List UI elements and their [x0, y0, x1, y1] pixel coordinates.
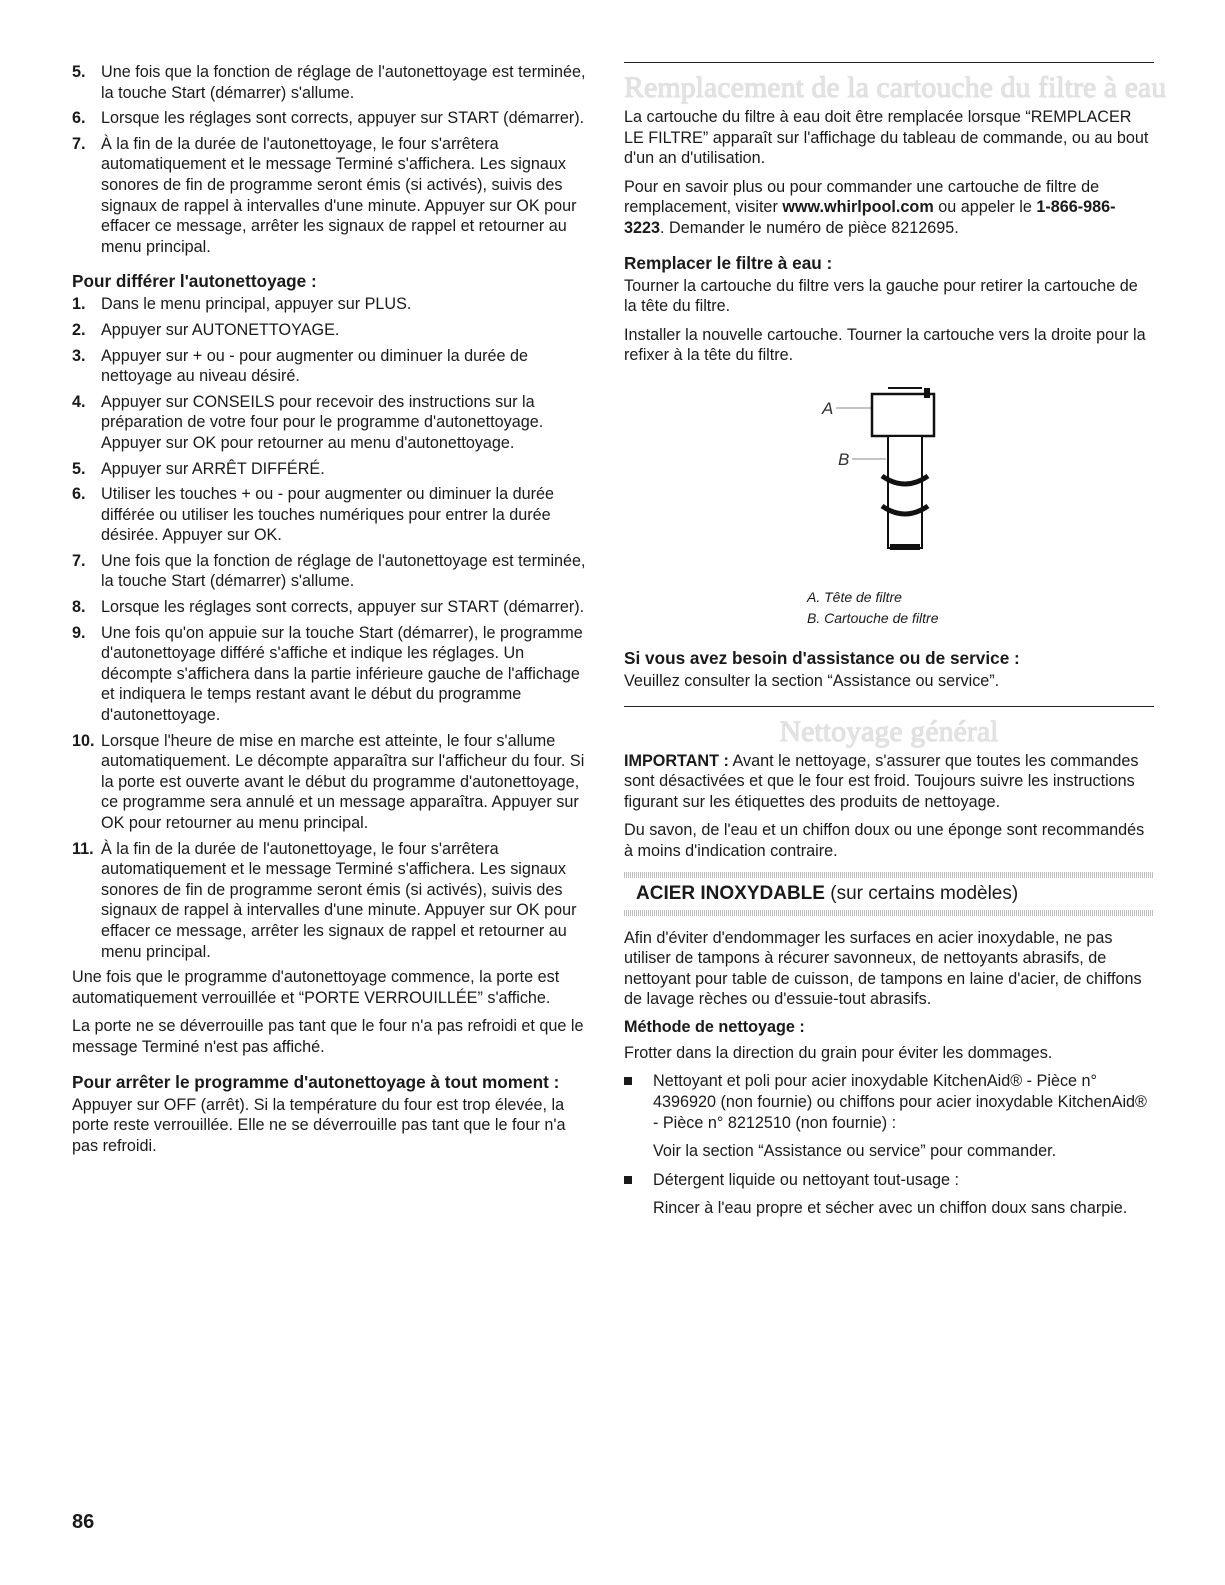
bullet-subtext: Voir la section “Assistance ou service” pour commander. [653, 1142, 1057, 1161]
bullet-text: Détergent liquide ou nettoyant tout-usage : [653, 1170, 959, 1189]
list-text: Appuyer sur CONSEILS pour recevoir des instructions sur la préparation de votre four pour le programme d'autonettoyage. Appuyer sur OK pour retourner au menu d'autonettoyage. [101, 392, 544, 452]
list-number: 8. [72, 598, 86, 617]
label-b: B [838, 449, 850, 469]
bullet-text: Nettoyant et poli pour acier inoxydable KitchenAid® - Pièce n° 4396920 (non fournie) ou chiffons pour acier inoxydable KitchenAid® - Pièce n° 8212510 (non fournie) : [653, 1072, 1147, 1132]
list-number: 11. [72, 839, 94, 858]
replace-filter-heading: Remplacer le filtre à eau : [624, 252, 833, 273]
band-bottom-border [624, 910, 1154, 916]
soap-paragraph: Du savon, de l'eau et un chiffon doux ou une éponge sont recommandés à moins d'indication contraire. [624, 821, 1145, 860]
important-paragraph [624, 751, 1154, 813]
list-number: 6. [72, 109, 86, 128]
list-number: 10. [72, 731, 95, 750]
list-item [72, 597, 588, 618]
list-item [624, 1170, 1154, 1219]
replace-paragraph-2: Installer la nouvelle cartouche. Tourner la cartouche vers la droite pour la refixer à la tête du filtre. [624, 325, 1146, 365]
filter-illustration [624, 374, 1154, 586]
list-number: 7. [72, 551, 86, 570]
list-item [72, 62, 588, 103]
list-item [72, 392, 588, 454]
list-item [624, 1071, 1154, 1161]
list-item [72, 839, 588, 963]
list-item [72, 320, 588, 341]
filter-paragraph: La cartouche du filtre à eau doit être remplacée lorsque “REMPLACER LE FILTRE” apparaît sur l'affichage du tableau de commande, ou au bout d'un an d'utilisation. [624, 108, 1149, 168]
service-paragraph: Veuillez consulter la section “Assistance ou service”. [624, 671, 1000, 690]
text-run: ou appeler le [933, 198, 1037, 217]
filter-head [872, 394, 934, 436]
figure-caption-b: B. Cartouche de filtre [807, 609, 939, 626]
list-text: Une fois que la fonction de réglage de l'autonettoyage est terminée, la touche Start (démarrer) s'allume. [101, 63, 586, 102]
list-item [72, 459, 588, 480]
stainless-title-bold: ACIER INOXYDABLE [636, 882, 825, 904]
list-text: Lorsque les réglages sont corrects, appuyer sur START (démarrer). [101, 598, 585, 617]
list-number: 9. [72, 623, 86, 642]
phone-number: 1-866-986-3223 [624, 198, 1116, 237]
list-number: 5. [72, 63, 86, 81]
general-cleaning-section-title: Nettoyage général [779, 714, 999, 748]
left-column [72, 62, 588, 1164]
delay-clean-steps [72, 294, 588, 962]
list-item [72, 346, 588, 387]
filter-base [890, 544, 920, 550]
list-text: Une fois qu'on appuie sur la touche Start (démarrer), le programme d'autonettoyage différé s'affiche et indique les réglages. Un décompte s'affichera dans la partie inférieure gauche de l'affichage et indiquera le temps restant avant le début du programme d'autonettoyage. [101, 623, 583, 725]
filter-cartridge [888, 436, 922, 548]
delay-clean-heading: Pour différer l'autonettoyage : [72, 271, 317, 292]
method-heading: Méthode de nettoyage : [624, 1017, 805, 1036]
label-a: A [822, 398, 834, 418]
door-unlock-paragraph: La porte ne se déverrouille pas tant que le four n'a pas refroidi et que le message Terminé n'est pas affiché. [72, 1017, 584, 1056]
square-bullet-icon [624, 1176, 632, 1184]
list-number: 2. [72, 320, 86, 339]
stainless-title-rest: (sur certains modèles) [824, 882, 1019, 904]
list-item [72, 551, 588, 592]
band-top-border [624, 872, 1154, 878]
figure-caption-a: A. Tête de filtre [807, 588, 902, 605]
list-text: Dans le menu principal, appuyer sur PLUS. [101, 295, 412, 314]
method-paragraph: Frotter dans la direction du grain pour éviter les dommages. [624, 1043, 1053, 1062]
stop-clean-paragraph: Appuyer sur OFF (arrêt). Si la température du four est trop élevée, la porte reste verrouillée. Elle ne se déverrouille pas tant que le four n'a pas refroidi. [72, 1095, 566, 1155]
list-text: Appuyer sur ARRÊT DIFFÉRÉ. [101, 459, 325, 478]
replace-paragraph-1: Tourner la cartouche du filtre vers la gauche pour retirer la cartouche de la tête du filtre. [624, 276, 1138, 316]
stop-clean-heading: Pour arrêter le programme d'autonettoyage à tout moment : [72, 1071, 560, 1092]
self-clean-steps [72, 62, 588, 257]
stainless-steel-heading [636, 883, 1154, 905]
list-item [72, 623, 588, 726]
section-divider [624, 62, 1154, 63]
list-text: Une fois que la fonction de réglage de l'autonettoyage est terminée, la touche Start (démarrer) s'allume. [101, 551, 586, 591]
list-text: Appuyer sur + ou - pour augmenter ou diminuer la durée de nettoyage au niveau désiré. [101, 346, 528, 386]
square-bullet-icon [624, 1077, 632, 1085]
stainless-paragraph: Afin d'éviter d'endommager les surfaces en acier inoxydable, ne pas utiliser de tampons à récurer savonneux, de nettoyants abrasifs, de nettoyant pour table de cuisson, de tampons en laine d'acier, de chiffons de lavage rèches ou d'essuie-tout abrasifs. [624, 928, 1142, 1009]
service-heading: Si vous avez besoin d'assistance ou de service : [624, 647, 1020, 668]
list-item [72, 484, 588, 546]
important-label: IMPORTANT : [624, 751, 729, 770]
list-text: Lorsque l'heure de mise en marche est atteinte, le four s'allume automatiquement. Le décompte apparaîtra sur l'afficheur du four. Si la porte est ouverte avant le début du programme d'autonettoyage, ce programme sera annulé et un message apparaîtra. Appuyer sur OK pour retourner au menu principal. [101, 731, 585, 832]
water-filter-section-title: Remplacement de la cartouche du filtre à eau [624, 71, 1167, 104]
list-number: 5. [72, 459, 86, 478]
list-number: 3. [72, 346, 86, 365]
list-item [72, 731, 588, 834]
filter-head-tab [924, 388, 930, 398]
list-text: Appuyer sur AUTONETTOYAGE. [101, 320, 340, 339]
website-link[interactable]: www.whirlpool.com [782, 198, 934, 217]
text-run: Pour en savoir plus ou pour commander une cartouche de filtre de remplacement, visiter [624, 177, 1100, 217]
cleaning-products-list [624, 1071, 1154, 1219]
list-item [72, 134, 588, 258]
filter-order-paragraph [624, 177, 1154, 239]
list-text: À la fin de la durée de l'autonettoyage, le four s'arrêtera automatiquement et le message Terminé s'affichera. Les signaux sonores de fin de programme seront émis (si activés), suivis des signaux de rappel à intervalles d'une minute. Appuyer sur OK pour effacer ce message, arrêter les signaux de rappel et retourner au menu principal. [101, 839, 577, 961]
list-number: 4. [72, 392, 86, 411]
list-number: 1. [72, 295, 86, 314]
text-run: . Demander le numéro de pièce 8212695. [660, 218, 959, 237]
door-lock-paragraph: Une fois que le programme d'autonettoyage commence, la porte est automatiquement verrouillée et “PORTE VERROUILLÉE” s'affiche. [72, 968, 560, 1007]
section-divider [624, 706, 1154, 707]
filter-diagram [624, 374, 1154, 586]
important-text: Avant le nettoyage, s'assurer que toutes les commandes sont désactivées et que le four est froid. Toujours suivre les instructions figurant sur les étiquettes des produits de nettoyage. [624, 751, 1139, 811]
list-item [72, 108, 588, 129]
list-number: 7. [72, 134, 86, 153]
page-number: 86 [72, 1511, 95, 1533]
list-number: 6. [72, 485, 86, 504]
list-item [72, 294, 588, 315]
right-column [624, 62, 1167, 1227]
list-text: Lorsque les réglages sont corrects, appuyer sur START (démarrer). [101, 109, 585, 128]
list-text: Utiliser les touches + ou - pour augmenter ou diminuer la durée différée ou utiliser les touches numériques pour entrer la durée désirée. Appuyer sur OK. [101, 485, 555, 545]
list-text: À la fin de la durée de l'autonettoyage, le four s'arrêtera automatiquement et le message Terminé s'affichera. Les signaux sonores de fin de programme seront émis (si activés), suivis des signaux de rappel à intervalles d'une minute. Appuyer sur OK pour effacer ce message, arrêter les signaux de rappel et retourner au menu principal. [101, 134, 577, 256]
bullet-subtext: Rincer à l'eau propre et sécher avec un chiffon doux sans charpie. [653, 1199, 1128, 1218]
